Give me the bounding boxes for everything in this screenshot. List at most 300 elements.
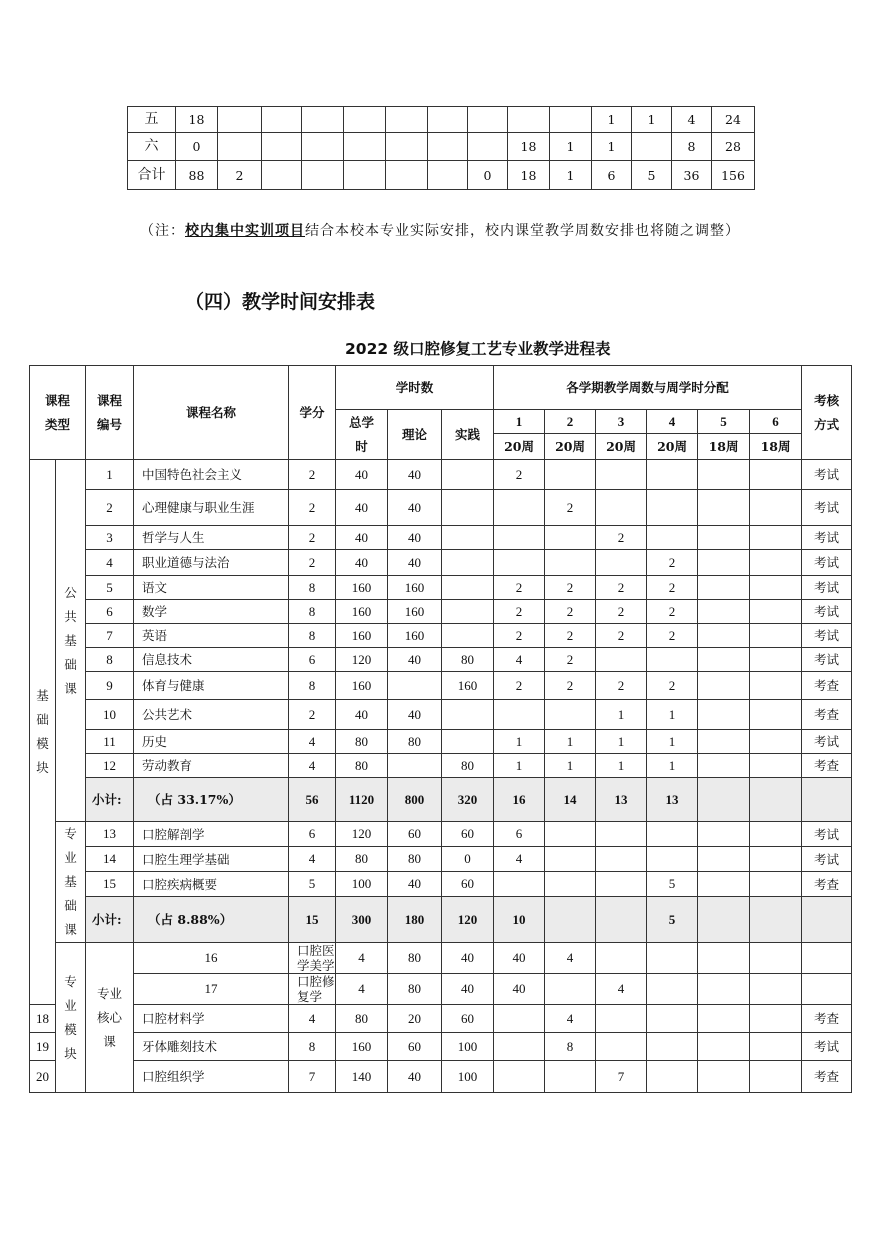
practice-hours-cell: 100 <box>442 1033 494 1061</box>
exam-method-cell: 考试 <box>802 847 852 872</box>
summary-cell: 18 <box>508 161 550 190</box>
sem6-cell <box>750 847 802 872</box>
sem6-cell <box>750 576 802 600</box>
total-hours-cell: 40 <box>336 700 388 730</box>
total-hours-cell: 140 <box>336 1061 388 1093</box>
summary-row <box>128 107 755 133</box>
sem5-cell <box>698 624 750 648</box>
semester-label: 五 <box>128 107 176 133</box>
sem2-cell <box>545 822 596 847</box>
sem1-cell <box>494 1033 545 1061</box>
credit-cell: 4 <box>289 847 336 872</box>
sem4-cell: 1 <box>647 700 698 730</box>
header-exam-method: 考核方式 <box>802 366 852 460</box>
header-course-type: 课程类型 <box>30 366 86 460</box>
sem3-cell: 1 <box>596 754 647 778</box>
course-name: 口腔修复学 <box>289 974 336 1005</box>
sem5-cell <box>698 1033 750 1061</box>
course-name: 劳动教育 <box>134 754 289 778</box>
course-code: 3 <box>86 526 134 550</box>
course-code: 7 <box>86 624 134 648</box>
sem2-cell <box>596 943 647 974</box>
header-semester: 1 <box>494 410 545 434</box>
course-code: 12 <box>86 754 134 778</box>
subtotal-cell <box>545 897 596 943</box>
course-row <box>30 974 852 1005</box>
summary-cell: 1 <box>632 107 672 133</box>
summary-cell <box>344 107 386 133</box>
module-basic-label: 基础模块 <box>30 460 56 1005</box>
header-semester: 4 <box>647 410 698 434</box>
sem5-cell <box>698 847 750 872</box>
sem4-cell <box>698 943 750 974</box>
group-prof-basic-label: 专业基础课 <box>56 822 86 943</box>
total-hours-cell: 80 <box>336 1005 388 1033</box>
sem5-cell <box>698 600 750 624</box>
header-theory: 理论 <box>388 410 442 460</box>
theory-hours-cell: 40 <box>388 490 442 526</box>
sem6-cell <box>750 872 802 897</box>
summary-row <box>128 133 755 161</box>
sem1-cell: 6 <box>494 822 545 847</box>
course-code: 14 <box>86 847 134 872</box>
module-major-label: 专业模块 <box>56 943 86 1093</box>
header-hours: 学时数 <box>336 366 494 410</box>
summary-cell: 24 <box>712 107 755 133</box>
sem1-cell: 2 <box>494 576 545 600</box>
sem5-cell <box>698 672 750 700</box>
course-name: 公共艺术 <box>134 700 289 730</box>
practice-hours-cell: 60 <box>442 1005 494 1033</box>
summary-cell: 5 <box>632 161 672 190</box>
sem1-cell <box>494 490 545 526</box>
summary-cell: 0 <box>468 161 508 190</box>
sem5-cell <box>698 648 750 672</box>
theory-hours-cell: 40 <box>388 700 442 730</box>
sem5-cell <box>750 974 802 1005</box>
summary-cell <box>218 107 262 133</box>
theory-hours-cell: 40 <box>388 550 442 576</box>
course-row <box>30 576 852 600</box>
credit-cell: 4 <box>289 754 336 778</box>
sem4-cell <box>647 1005 698 1033</box>
sem4-cell: 2 <box>647 550 698 576</box>
course-name: 哲学与人生 <box>134 526 289 550</box>
sem3-cell <box>596 1033 647 1061</box>
sem4-cell <box>647 490 698 526</box>
group-core-label: 专业核心课 <box>86 943 134 1093</box>
sem4-cell <box>698 974 750 1005</box>
course-name: 口腔解剖学 <box>134 822 289 847</box>
sem6-cell <box>750 624 802 648</box>
sem6-cell <box>802 974 852 1005</box>
sem3-cell <box>596 1005 647 1033</box>
credit-cell: 2 <box>289 490 336 526</box>
sem2-cell <box>545 872 596 897</box>
subtotal-cell <box>750 897 802 943</box>
sem4-cell: 1 <box>647 754 698 778</box>
sem5-cell <box>698 730 750 754</box>
sem2-cell: 2 <box>545 576 596 600</box>
sem2-cell: 1 <box>545 754 596 778</box>
theory-hours-cell: 60 <box>388 1033 442 1061</box>
sem6-cell <box>750 550 802 576</box>
credit-cell: 6 <box>289 822 336 847</box>
course-row <box>30 847 852 872</box>
header-weeks: 20周 <box>545 434 596 460</box>
sem3-cell: 2 <box>596 576 647 600</box>
sem1-cell: 4 <box>494 648 545 672</box>
sem3-cell: 2 <box>596 624 647 648</box>
theory-hours-cell: 40 <box>442 943 494 974</box>
sem1-cell: 2 <box>494 600 545 624</box>
course-name: 历史 <box>134 730 289 754</box>
sem2-cell <box>545 847 596 872</box>
course-row <box>30 460 852 490</box>
sem4-cell <box>647 1033 698 1061</box>
sem1-cell <box>494 872 545 897</box>
note-prefix: （注： <box>140 223 185 239</box>
sem5-cell <box>698 1005 750 1033</box>
course-name: 体育与健康 <box>134 672 289 700</box>
total-hours-cell: 80 <box>336 847 388 872</box>
summary-cell: 1 <box>550 161 592 190</box>
sem5-cell <box>698 460 750 490</box>
summary-cell: 88 <box>176 161 218 190</box>
summary-cell <box>632 133 672 161</box>
subtotal-cell: 15 <box>289 897 336 943</box>
summary-cell <box>302 161 344 190</box>
summary-cell: 8 <box>672 133 712 161</box>
header-practice: 实践 <box>442 410 494 460</box>
summary-cell: 4 <box>672 107 712 133</box>
subtotal-cell <box>802 897 852 943</box>
exam-method-cell: 考查 <box>802 672 852 700</box>
course-code: 18 <box>30 1005 56 1033</box>
course-code: 6 <box>86 600 134 624</box>
subtotal-label: 小计: <box>86 897 134 943</box>
course-row <box>30 600 852 624</box>
course-row <box>30 872 852 897</box>
course-name: 口腔医学美学 <box>289 943 336 974</box>
sem1-cell: 2 <box>494 460 545 490</box>
theory-hours-cell: 60 <box>388 822 442 847</box>
sem2-cell: 2 <box>545 600 596 624</box>
practice-hours-cell: 60 <box>442 872 494 897</box>
course-code: 4 <box>86 550 134 576</box>
summary-cell: 156 <box>712 161 755 190</box>
course-row <box>30 1033 852 1061</box>
total-hours-cell: 80 <box>388 943 442 974</box>
course-row <box>30 700 852 730</box>
note-text <box>140 220 760 240</box>
summary-cell <box>468 133 508 161</box>
total-hours-cell: 40 <box>336 550 388 576</box>
exam-method-cell: 考查 <box>802 1005 852 1033</box>
sem1-cell <box>494 550 545 576</box>
credit-cell: 4 <box>289 730 336 754</box>
subtotal-cell: 300 <box>336 897 388 943</box>
subtotal-label: 小计: <box>86 778 134 822</box>
summary-cell <box>302 107 344 133</box>
practice-hours-cell <box>442 600 494 624</box>
summary-cell: 1 <box>592 133 632 161</box>
exam-method-cell: 考试 <box>802 460 852 490</box>
subtotal-cell: 10 <box>494 897 545 943</box>
credit-cell: 5 <box>289 872 336 897</box>
total-hours-cell: 40 <box>336 526 388 550</box>
credit-cell: 2 <box>289 526 336 550</box>
sem3-cell <box>596 847 647 872</box>
exam-method-cell: 考试 <box>802 624 852 648</box>
subtotal-cell: 180 <box>388 897 442 943</box>
credit-cell: 2 <box>289 700 336 730</box>
exam-method-cell: 考试 <box>802 550 852 576</box>
course-row <box>30 648 852 672</box>
practice-hours-cell: 80 <box>442 648 494 672</box>
subtotal-cell: 120 <box>442 897 494 943</box>
exam-method-cell: 考查 <box>802 1061 852 1093</box>
sem2-cell: 2 <box>545 672 596 700</box>
section-heading: （四）教学时间安排表 <box>185 291 376 313</box>
practice-hours-cell: 160 <box>442 672 494 700</box>
sem5-cell <box>698 576 750 600</box>
sem4-cell: 2 <box>647 624 698 648</box>
total-hours-cell: 160 <box>336 624 388 648</box>
sem3-cell <box>596 490 647 526</box>
practice-hours-cell: 80 <box>442 754 494 778</box>
practice-hours-cell: 100 <box>442 1061 494 1093</box>
course-name: 数学 <box>134 600 289 624</box>
total-hours-cell: 160 <box>336 576 388 600</box>
exam-method-cell: 考查 <box>802 754 852 778</box>
summary-cell: 0 <box>176 133 218 161</box>
summary-cell <box>428 107 468 133</box>
course-code: 16 <box>134 943 289 974</box>
subtotal-cell: 13 <box>647 778 698 822</box>
sem1-cell: 2 <box>494 624 545 648</box>
sem4-cell <box>647 648 698 672</box>
sem4-cell <box>647 822 698 847</box>
credit-cell: 2 <box>289 550 336 576</box>
sem1-cell <box>494 526 545 550</box>
summary-cell <box>550 107 592 133</box>
course-row <box>30 754 852 778</box>
total-hours-cell: 80 <box>388 974 442 1005</box>
summary-cell <box>218 133 262 161</box>
theory-hours-cell: 40 <box>442 974 494 1005</box>
summary-cell: 18 <box>508 133 550 161</box>
total-hours-cell: 160 <box>336 672 388 700</box>
exam-method-cell: 考试 <box>802 1033 852 1061</box>
summary-cell: 36 <box>672 161 712 190</box>
course-name: 英语 <box>134 624 289 648</box>
practice-hours-cell <box>442 700 494 730</box>
teaching-schedule-table <box>29 365 852 1093</box>
sem6-cell <box>802 943 852 974</box>
practice-hours-cell <box>442 460 494 490</box>
header-weeks: 18周 <box>750 434 802 460</box>
sem5-cell <box>750 943 802 974</box>
total-hours-cell: 120 <box>336 822 388 847</box>
course-name: 心理健康与职业生涯 <box>134 490 289 526</box>
sem3-cell: 7 <box>596 1061 647 1093</box>
summary-cell <box>344 161 386 190</box>
sem1-cell <box>545 974 596 1005</box>
practice-hours-cell <box>442 490 494 526</box>
course-code: 11 <box>86 730 134 754</box>
subtotal-cell: 16 <box>494 778 545 822</box>
practice-hours-cell <box>442 550 494 576</box>
sem6-cell <box>750 1061 802 1093</box>
subtotal-cell: 14 <box>545 778 596 822</box>
course-row <box>30 822 852 847</box>
credit-cell: 8 <box>289 624 336 648</box>
credit-cell: 4 <box>336 974 388 1005</box>
sem6-cell <box>750 754 802 778</box>
theory-hours-cell: 80 <box>388 847 442 872</box>
exam-method-cell: 考试 <box>802 730 852 754</box>
sem5-cell <box>698 700 750 730</box>
exam-method-cell: 考试 <box>802 600 852 624</box>
subtotal-cell: 1120 <box>336 778 388 822</box>
sem3-cell: 1 <box>596 730 647 754</box>
theory-hours-cell <box>388 754 442 778</box>
summary-cell: 28 <box>712 133 755 161</box>
course-code: 5 <box>86 576 134 600</box>
sem2-cell <box>545 526 596 550</box>
semester-label: 六 <box>128 133 176 161</box>
sem3-cell: 1 <box>596 700 647 730</box>
summary-cell: 1 <box>592 107 632 133</box>
subtotal-row <box>30 897 852 943</box>
sem1-cell: 4 <box>494 847 545 872</box>
sem2-cell <box>545 550 596 576</box>
sem3-cell <box>647 974 698 1005</box>
sem1-cell: 2 <box>494 672 545 700</box>
credit-cell: 8 <box>289 600 336 624</box>
practice-hours-cell: 0 <box>442 847 494 872</box>
sem2-cell <box>545 700 596 730</box>
header-semester: 6 <box>750 410 802 434</box>
sem6-cell <box>750 1033 802 1061</box>
sem2-cell: 4 <box>596 974 647 1005</box>
exam-method-cell: 考试 <box>802 490 852 526</box>
sem1-cell: 1 <box>494 730 545 754</box>
sem3-cell <box>596 822 647 847</box>
subtotal-cell <box>750 778 802 822</box>
summary-cell <box>386 161 428 190</box>
sem5-cell <box>698 550 750 576</box>
course-row <box>30 672 852 700</box>
sem4-cell: 2 <box>647 576 698 600</box>
summary-cell: 1 <box>550 133 592 161</box>
theory-hours-cell: 160 <box>388 624 442 648</box>
header-weeks: 18周 <box>698 434 750 460</box>
subtotal-cell: 13 <box>596 778 647 822</box>
sem2-cell: 2 <box>545 648 596 672</box>
sem6-cell <box>750 460 802 490</box>
sem1-cell <box>494 1005 545 1033</box>
theory-hours-cell: 40 <box>388 1061 442 1093</box>
sem6-cell <box>750 822 802 847</box>
sem3-cell <box>647 943 698 974</box>
course-code: 15 <box>86 872 134 897</box>
sem6-cell <box>750 600 802 624</box>
sem2-cell: 1 <box>545 730 596 754</box>
sem1-cell: 1 <box>494 754 545 778</box>
total-hours-cell: 160 <box>336 600 388 624</box>
total-hours-cell: 40 <box>336 460 388 490</box>
course-name: 信息技术 <box>134 648 289 672</box>
exam-method-cell: 考试 <box>802 648 852 672</box>
sem3-cell <box>596 550 647 576</box>
theory-hours-cell: 40 <box>388 648 442 672</box>
credit-cell: 7 <box>289 1061 336 1093</box>
summary-cell: 2 <box>218 161 262 190</box>
subtotal-cell <box>698 778 750 822</box>
summary-cell <box>386 133 428 161</box>
sem2-cell <box>545 460 596 490</box>
sem1-cell <box>494 700 545 730</box>
sem6-cell <box>750 1005 802 1033</box>
credit-cell: 4 <box>289 1005 336 1033</box>
table-caption: 2022 级口腔修复工艺专业教学进程表 <box>345 340 611 358</box>
practice-hours-cell <box>442 576 494 600</box>
sem6-cell <box>750 526 802 550</box>
practice-hours-cell: 60 <box>442 822 494 847</box>
practice-hours-cell <box>442 624 494 648</box>
credit-cell: 8 <box>289 1033 336 1061</box>
header-course-code: 课程编号 <box>86 366 134 460</box>
summary-cell <box>262 161 302 190</box>
practice-hours-cell <box>442 526 494 550</box>
exam-method-cell: 考试 <box>802 526 852 550</box>
note-underlined: 校内集中实训项目 <box>185 223 305 239</box>
sem6-cell <box>750 730 802 754</box>
total-hours-cell: 40 <box>336 490 388 526</box>
theory-hours-cell <box>388 672 442 700</box>
sem3-cell: 2 <box>596 672 647 700</box>
credit-cell: 4 <box>336 943 388 974</box>
subtotal-cell <box>698 897 750 943</box>
course-name: 职业道德与法治 <box>134 550 289 576</box>
header-weeks: 20周 <box>494 434 545 460</box>
subtotal-cell: 800 <box>388 778 442 822</box>
theory-hours-cell: 160 <box>388 600 442 624</box>
course-name: 口腔疾病概要 <box>134 872 289 897</box>
course-code: 19 <box>30 1033 56 1061</box>
sem5-cell <box>698 872 750 897</box>
subtotal-row <box>30 778 852 822</box>
header-semester: 3 <box>596 410 647 434</box>
sem4-cell <box>647 1061 698 1093</box>
sem3-cell: 2 <box>596 600 647 624</box>
course-row <box>30 1061 852 1093</box>
course-name: 口腔生理学基础 <box>134 847 289 872</box>
subtotal-percent: （占 8.88%） <box>134 897 289 943</box>
header-distribution: 各学期教学周数与周学时分配 <box>494 366 802 410</box>
total-hours-cell: 100 <box>336 872 388 897</box>
sem5-cell <box>698 526 750 550</box>
course-code: 2 <box>86 490 134 526</box>
practice-hours-cell: 40 <box>494 943 545 974</box>
weeks-summary-table <box>127 106 755 190</box>
sem3-cell <box>596 460 647 490</box>
sem4-cell: 2 <box>647 600 698 624</box>
course-name: 中国特色社会主义 <box>134 460 289 490</box>
header-weeks: 20周 <box>647 434 698 460</box>
